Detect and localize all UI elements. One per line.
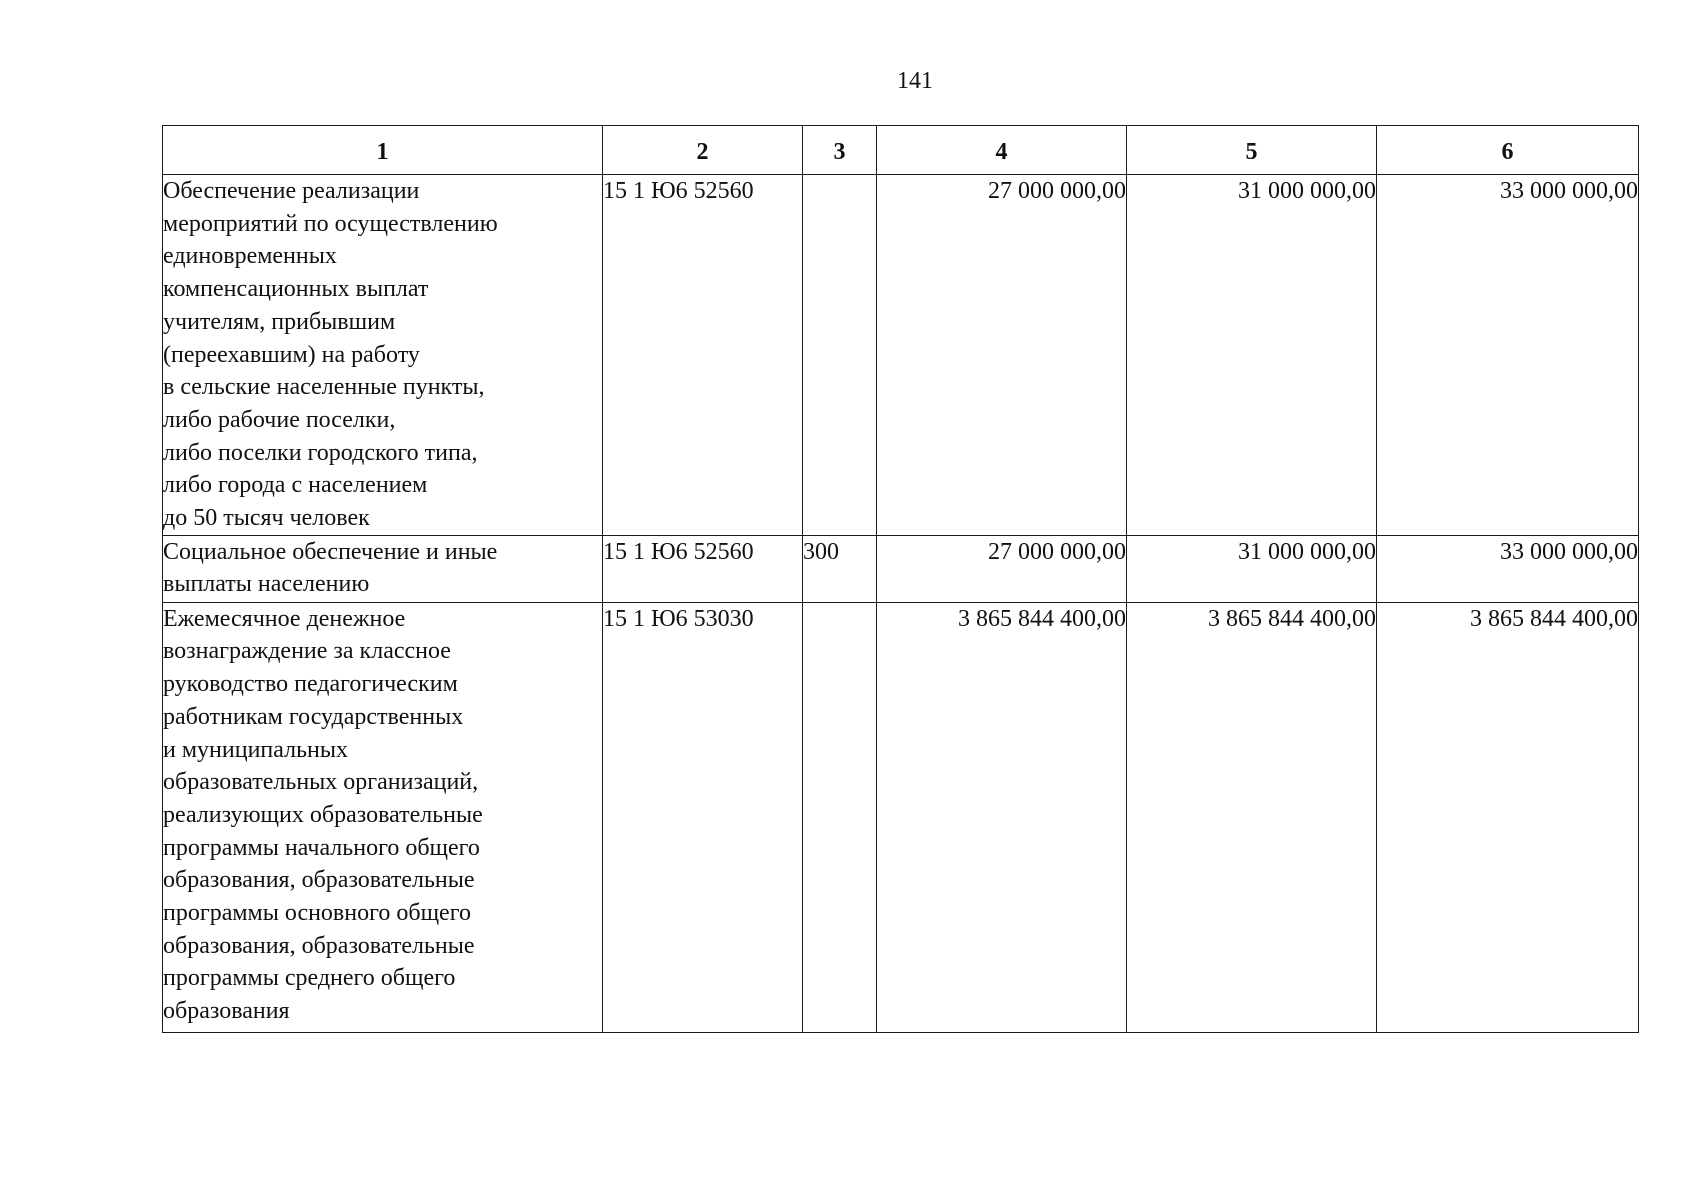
row-amount-6: 3 865 844 400,00 bbox=[1377, 602, 1639, 1032]
row-amount-6: 33 000 000,00 bbox=[1377, 535, 1639, 602]
row-amount-5: 31 000 000,00 bbox=[1127, 535, 1377, 602]
budget-table bbox=[162, 125, 1639, 1033]
row-expense-type: 300 bbox=[803, 535, 877, 602]
row-name: Ежемесячное денежное вознаграждение за классное руководство педагогическим работникам государственных и муниципальных образовательных организаций, реализующих образовательные программы начального общего образования, образовательные программы основного общего образования, образовательные программы среднего общего образования bbox=[163, 602, 603, 1032]
header-col-5: 5 bbox=[1127, 126, 1377, 175]
row-amount-6: 33 000 000,00 bbox=[1377, 175, 1639, 536]
header-col-6: 6 bbox=[1377, 126, 1639, 175]
row-amount-5: 31 000 000,00 bbox=[1127, 175, 1377, 536]
row-name: Социальное обеспечение и иные выплаты населению bbox=[163, 535, 603, 602]
table-row bbox=[163, 175, 1639, 536]
table-row bbox=[163, 535, 1639, 602]
header-col-3: 3 bbox=[803, 126, 877, 175]
row-amount-4: 27 000 000,00 bbox=[877, 175, 1127, 536]
header-col-2: 2 bbox=[603, 126, 803, 175]
row-name: Обеспечение реализации мероприятий по осуществлению единовременных компенсационных выплат учителям, прибывшим (переехавшим) на работу в сельские населенные пункты, либо рабочие поселки, либо поселки городского типа, либо города с населением до 50 тысяч человек bbox=[163, 175, 603, 536]
page-number: 141 bbox=[897, 68, 933, 94]
header-col-1: 1 bbox=[163, 126, 603, 175]
row-code: 15 1 Ю6 52560 bbox=[603, 535, 803, 602]
row-amount-4: 27 000 000,00 bbox=[877, 535, 1127, 602]
row-amount-4: 3 865 844 400,00 bbox=[877, 602, 1127, 1032]
row-expense-type bbox=[803, 175, 877, 536]
row-amount-5: 3 865 844 400,00 bbox=[1127, 602, 1377, 1032]
header-row bbox=[163, 126, 1639, 175]
table-row bbox=[163, 602, 1639, 1032]
row-code: 15 1 Ю6 52560 bbox=[603, 175, 803, 536]
row-code: 15 1 Ю6 53030 bbox=[603, 602, 803, 1032]
row-expense-type bbox=[803, 602, 877, 1032]
header-col-4: 4 bbox=[877, 126, 1127, 175]
